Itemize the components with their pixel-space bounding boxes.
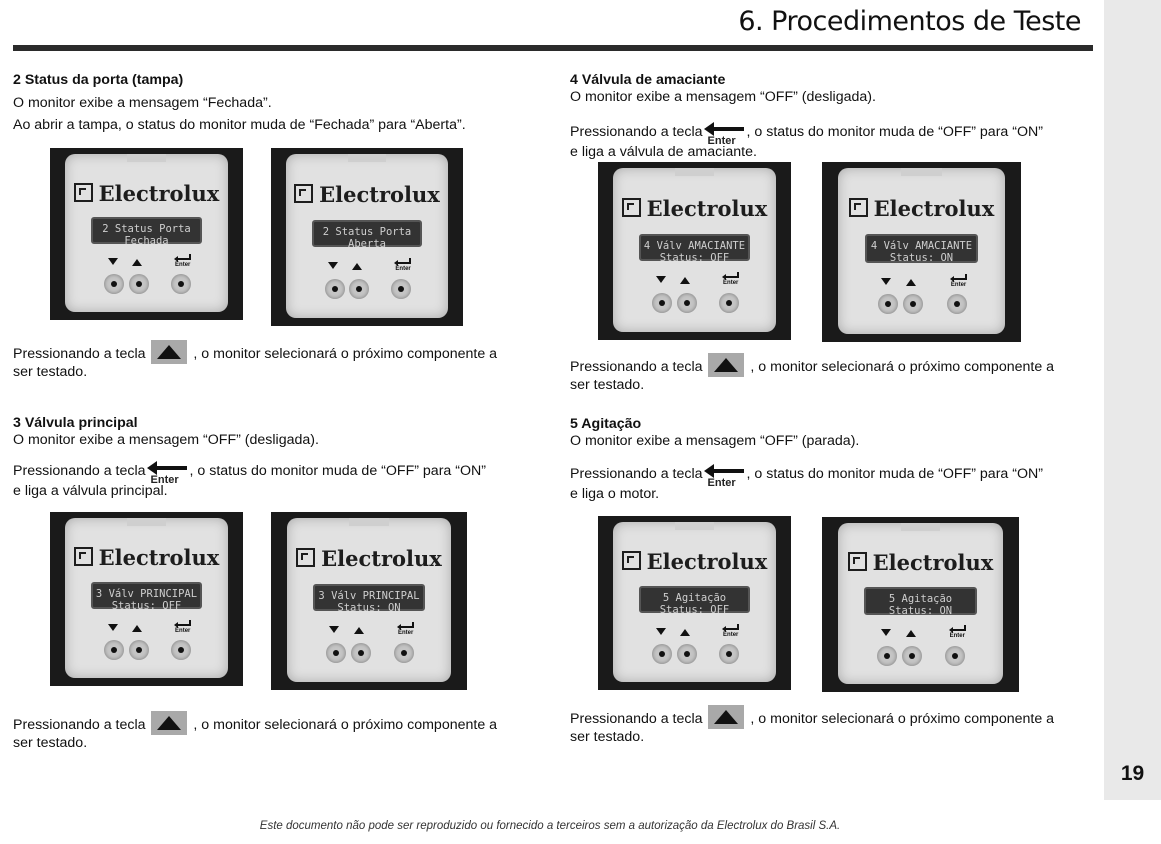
down-button (877, 646, 897, 666)
paragraph: O monitor exibe a mensagem “OFF” (desligada). (570, 89, 876, 105)
electrolux-logo-icon (848, 552, 867, 571)
down-button (325, 279, 345, 299)
device-photo (598, 162, 791, 340)
brand-name: Electrolux (873, 196, 995, 222)
enter-icon (949, 625, 967, 639)
control-panel (287, 518, 452, 682)
press-text: Pressionando a tecla (570, 711, 703, 727)
press-text: ser testado. (13, 735, 88, 751)
brand-logo (613, 196, 775, 221)
instruction-paragraph (13, 340, 543, 381)
down-arrow-icon (328, 262, 338, 269)
press-text: Pressionando a tecla (570, 124, 703, 140)
enter-label: Enter (950, 281, 967, 288)
down-button (326, 643, 346, 663)
enter-icon (722, 272, 740, 286)
enter-key-label: Enter (707, 477, 736, 489)
brand-name: Electrolux (98, 180, 220, 206)
electrolux-logo-icon (849, 198, 868, 217)
device-photo (271, 512, 467, 690)
instruction-paragraph (13, 711, 543, 752)
lcd-line: Status: OFF (111, 600, 182, 612)
lcd-display (91, 217, 201, 248)
keypad (613, 276, 775, 325)
panel-tab (901, 168, 941, 176)
down-button (104, 274, 124, 294)
keypad (65, 624, 227, 672)
up-button (351, 643, 371, 663)
up-arrow-icon (680, 629, 690, 636)
press-text: Pressionando a tecla (13, 717, 146, 733)
keypad (65, 258, 227, 305)
enter-key-icon (147, 459, 189, 486)
down-button (878, 294, 898, 314)
control-panel (613, 168, 775, 332)
lcd-line: Fechada (124, 235, 169, 248)
down-arrow-icon (881, 278, 891, 285)
down-arrow-icon (108, 258, 118, 265)
instruction-paragraph (570, 353, 1090, 394)
enter-icon (722, 624, 740, 638)
keypad (613, 628, 775, 676)
enter-label: Enter (723, 631, 739, 638)
up-key-icon (151, 711, 187, 735)
enter-label: Enter (395, 266, 411, 273)
side-strip (1104, 0, 1161, 800)
brand-logo (286, 182, 447, 207)
lcd-line: Status: OFF (659, 251, 730, 264)
section-title: 4 Válvula de amaciante (570, 72, 726, 88)
press-text: Pressionando a tecla (13, 346, 146, 362)
lcd-line: 5 Agitação (662, 592, 727, 604)
press-text: ser testado. (570, 377, 645, 393)
press-text: ser testado. (570, 729, 645, 745)
lcd-line: 2 Status Porta (102, 223, 191, 236)
control-panel (65, 154, 227, 312)
down-arrow-icon (656, 628, 666, 635)
enter-key-icon (704, 462, 746, 489)
enter-label: Enter (397, 630, 414, 637)
press-text: , o monitor selecionará o próximo componente a (750, 711, 1055, 727)
keypad (838, 629, 1004, 677)
brand-logo (65, 545, 227, 570)
electrolux-logo-icon (622, 551, 641, 570)
paragraph: Ao abrir a tampa, o status do monitor muda de “Fechada” para “Aberta”. (13, 117, 466, 133)
paragraph: O monitor exibe a mensagem “OFF” (desligada). (13, 432, 319, 448)
press-text: e liga a válvula de amaciante. (570, 144, 757, 160)
press-text: Pressionando a tecla (13, 463, 146, 479)
enter-icon (174, 620, 192, 634)
brand-name: Electrolux (98, 545, 220, 571)
instruction-paragraph (570, 705, 1090, 746)
up-button (349, 279, 369, 299)
down-arrow-icon (108, 624, 118, 631)
press-text: , o monitor selecionará o próximo componente a (193, 346, 498, 362)
panel-tab (901, 523, 941, 531)
up-button (129, 274, 149, 294)
panel-tab (127, 518, 166, 526)
down-button (104, 640, 124, 660)
brand-logo (838, 550, 1004, 575)
lcd-display (639, 586, 749, 616)
section-title: 5 Agitação (570, 416, 642, 432)
press-text: , o monitor selecionará o próximo componente a (193, 717, 498, 733)
section-softener-valve (570, 72, 1090, 161)
lcd-line: 2 Status Porta (322, 225, 412, 238)
press-text: , o status do monitor muda de “OFF” para “ON” (746, 124, 1043, 140)
enter-key-icon (704, 120, 746, 147)
down-button (652, 644, 672, 664)
press-text: ser testado. (13, 364, 88, 380)
lcd-line: Status: ON (337, 601, 401, 614)
brand-name: Electrolux (646, 549, 768, 575)
enter-button (719, 293, 739, 313)
lcd-display (639, 234, 749, 262)
footer-disclaimer: Este documento não pode ser reproduzido ou fornecido a terceiros sem a autorização da Electrolux do Brasil S.A. (259, 820, 841, 832)
brand-logo (838, 196, 1005, 221)
lcd-line: Status: ON (889, 252, 954, 265)
control-panel (65, 518, 227, 678)
lcd-line: Status: ON (888, 605, 953, 618)
section-title: 2 Status da porta (tampa) (13, 72, 184, 88)
up-button (902, 646, 922, 666)
device-photo (50, 148, 243, 320)
lcd-line: Status: OFF (659, 604, 730, 616)
press-text: , o status do monitor muda de “OFF” para “ON” (746, 466, 1043, 482)
device-photo (50, 512, 243, 686)
enter-button (171, 640, 191, 660)
header-rule (13, 45, 1093, 51)
brand-name: Electrolux (319, 181, 440, 207)
enter-icon (950, 274, 968, 288)
up-arrow-icon (132, 259, 142, 266)
section-title: 3 Válvula principal (13, 415, 138, 431)
enter-button (394, 643, 414, 663)
control-panel (838, 523, 1004, 684)
panel-tab (348, 154, 387, 162)
down-arrow-icon (656, 276, 666, 283)
lcd-line: 3 Válv PRINCIPAL (318, 589, 420, 602)
lcd-display (91, 582, 201, 612)
enter-icon (394, 258, 412, 272)
enter-button (391, 279, 411, 299)
up-key-icon (708, 705, 744, 729)
up-key-icon (708, 353, 744, 377)
enter-button (947, 294, 967, 314)
control-panel (613, 522, 775, 682)
panel-tab (675, 168, 714, 176)
device-photo (598, 516, 791, 690)
up-button (903, 294, 923, 314)
up-arrow-icon (906, 630, 916, 637)
keypad (287, 626, 452, 675)
brand-name: Electrolux (321, 545, 442, 571)
electrolux-logo-icon (74, 547, 93, 566)
lcd-line: 3 Válv PRINCIPAL (95, 588, 198, 600)
brand-name: Electrolux (872, 550, 994, 576)
panel-tab (675, 522, 714, 530)
enter-label: Enter (949, 633, 965, 640)
section-door-status (13, 72, 543, 134)
lcd-display (312, 220, 422, 248)
electrolux-logo-icon (296, 548, 315, 567)
keypad (838, 278, 1005, 328)
page-number: 19 (1120, 762, 1145, 785)
up-button (129, 640, 149, 660)
enter-button (171, 274, 191, 294)
paragraph: O monitor exibe a mensagem “OFF” (parada). (570, 433, 860, 449)
up-arrow-icon (352, 263, 362, 270)
lcd-line: 4 Válv AMACIANTE (870, 240, 973, 253)
press-text: , o monitor selecionará o próximo componente a (750, 359, 1055, 375)
section-main-valve (13, 415, 543, 500)
up-button (677, 293, 697, 313)
down-arrow-icon (881, 629, 891, 636)
enter-button (945, 646, 965, 666)
press-text: Pressionando a tecla (570, 359, 703, 375)
section-agitation (570, 416, 1090, 503)
press-text: , o status do monitor muda de “OFF” para “ON” (189, 463, 486, 479)
press-text: e liga a válvula principal. (13, 483, 168, 499)
enter-key-label: Enter (150, 474, 179, 486)
up-arrow-icon (132, 625, 142, 632)
brand-logo (613, 549, 775, 574)
device-photo (822, 162, 1021, 342)
brand-logo (65, 181, 227, 206)
lcd-display (313, 584, 425, 612)
lcd-line: 4 Válv AMACIANTE (643, 239, 746, 252)
enter-key-label: Enter (707, 135, 736, 147)
control-panel (286, 154, 447, 318)
lcd-display (864, 587, 977, 618)
up-button (677, 644, 697, 664)
press-text: e liga o motor. (570, 486, 660, 502)
electrolux-logo-icon (74, 183, 93, 202)
panel-tab (349, 518, 389, 526)
control-panel (838, 168, 1005, 334)
enter-label: Enter (175, 262, 191, 269)
brand-logo (287, 546, 452, 571)
electrolux-logo-icon (294, 184, 313, 203)
device-photo (822, 517, 1019, 692)
down-button (652, 293, 672, 313)
keypad (286, 262, 447, 311)
press-text: Pressionando a tecla (570, 466, 703, 482)
panel-tab (127, 154, 166, 162)
enter-icon (174, 254, 192, 268)
device-photo (271, 148, 463, 326)
up-arrow-icon (354, 627, 364, 634)
down-arrow-icon (329, 626, 339, 633)
paragraph: O monitor exibe a mensagem “Fechada”. (13, 95, 272, 111)
enter-label: Enter (723, 280, 739, 287)
brand-name: Electrolux (646, 195, 768, 221)
enter-label: Enter (175, 627, 191, 634)
electrolux-logo-icon (622, 198, 641, 217)
lcd-line: 5 Agitação (888, 593, 953, 606)
lcd-line: Aberta (348, 237, 386, 250)
up-arrow-icon (906, 279, 916, 286)
up-key-icon (151, 340, 187, 364)
lcd-display (865, 234, 979, 265)
up-arrow-icon (680, 277, 690, 284)
enter-button (719, 644, 739, 664)
enter-icon (397, 622, 415, 636)
page-title: 6. Procedimentos de Teste (738, 6, 1081, 37)
